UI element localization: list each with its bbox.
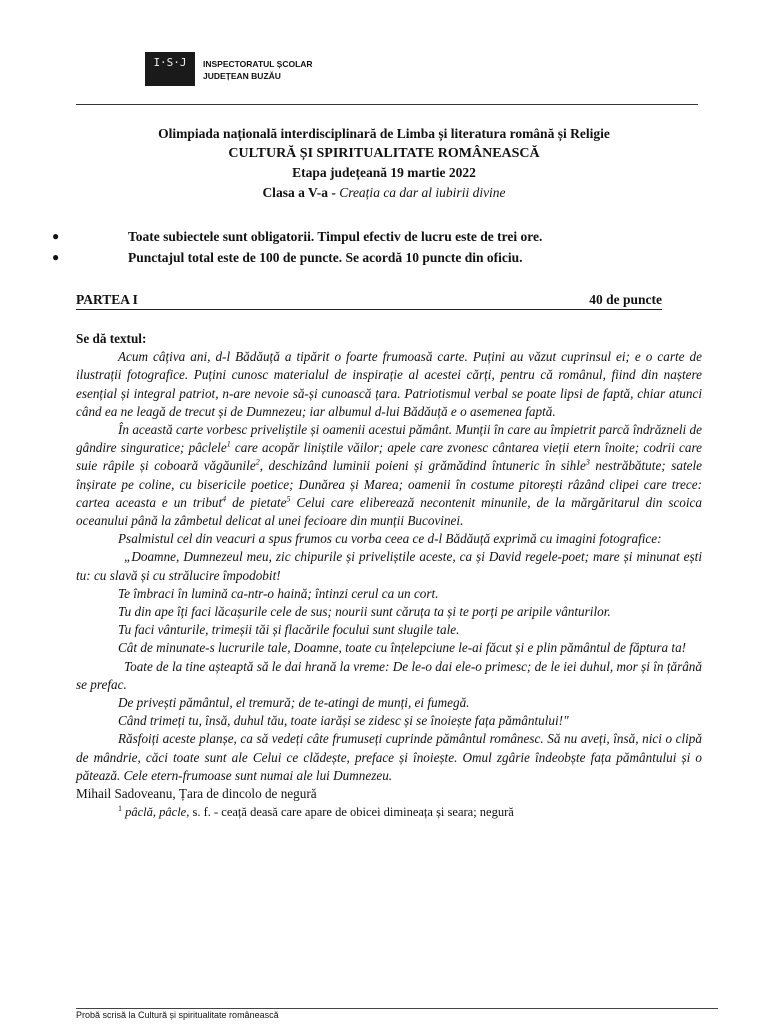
list-item: ● Punctajul total este de 100 de puncte. Se acordă 10 puncte din oficiu. — [52, 250, 523, 265]
quote-line: Cât de minunate-s lucrurile tale, Doamne, toate cu înțelepciune le-ai făcut și e plin pământul de făptura ta! — [118, 640, 687, 656]
competition-name: CULTURĂ ȘI SPIRITUALITATE ROMÂNEASCĂ — [228, 145, 540, 161]
paragraph: Răsfoiți aceste planșe, ca să vedeți câte frumuseți cuprinde pământul românesc. Să nu aveți, însă, nici o clipă de mândrie, căci toate sunt ale Celui ce clădește, preface și înoiește. Omul zgârie îndeobște fața pământului și o pătează. Cele etern-frumoase sunt numai ale lui Dumnezeu. — [76, 731, 702, 783]
quote-line: Când trimeți tu, însă, duhul tău, toate iarăși se zidesc și se înoiește fața pământului!" — [118, 713, 569, 729]
paragraph: Psalmistul cel din veacuri a spus frumos cu vorba ceea ce d-l Bădăuță exprimă cu imagini fotografice: — [118, 531, 662, 547]
footnote-mark: 3 — [585, 458, 590, 468]
section-title: PARTEA I — [76, 292, 138, 307]
header-divider — [76, 104, 698, 105]
footnote-mark: 2 — [255, 458, 260, 468]
paragraph: Acum câțiva ani, d-l Bădăuță a tipărit o foarte frumoasă carte. Puțini au văzut cuprinsul ei; e o carte de ilustrații fotografice. Puțini cunosc materialul de inspirație al acestei cărți, pentru că românul, fiind din naștere esențial și integral patriot, n-are nevoie să-și cunoască țara. Patriotismul verbal se poate lipsi de faptă, chiar atunci când ea ne leagă de trecut și de Dumnezeu; iar albumul d-lui Bădăuță e o asemenea faptă. — [76, 349, 702, 419]
school-logo: I·S·J — [145, 52, 195, 86]
text-intro: Se dă textul: — [76, 331, 147, 346]
quote-line: Tu din ape îți faci lăcașurile cele de sus; nourii sunt căruța ta și te porți pe aripile vânturilor. — [118, 604, 611, 620]
quote-line: Te îmbraci în lumină ca-ntr-o haină; întinzi cerul ca un cort. — [118, 585, 439, 601]
footnote-mark: 5 — [286, 494, 291, 504]
quote-line: De privești pământul, el tremură; de te-atingi de munți, ei fumegă. — [118, 695, 470, 711]
exam-title-block — [0, 124, 768, 202]
bullet-icon: ● — [52, 250, 60, 264]
footnote-mark: 4 — [222, 494, 227, 504]
footer-divider — [76, 1008, 718, 1009]
stage-date: Etapa județeană 19 martie 2022 — [292, 165, 476, 180]
reading-text — [76, 330, 702, 821]
footnote-mark: 1 — [226, 439, 231, 449]
section-points: 40 de puncte — [589, 292, 662, 307]
quote-line: Toate de la tine așteaptă să le dai hrană la vreme: De le-o dai ele-o primesc; de le iei duhul, mor și în țărână se prefac. — [76, 658, 702, 692]
olympiad-title: Olimpiada națională interdisciplinară de Limba și literatura română și Religie — [158, 126, 610, 141]
class-line: Clasa a V-a - Creația ca dar al iubirii divine — [262, 184, 506, 200]
institution-name: INSPECTORATUL ȘCOLAR JUDEȚEAN BUZĂU — [203, 59, 313, 81]
author-signature: Mihail Sadoveanu, Țara de dincolo de negură — [76, 786, 317, 802]
list-item: ● Toate subiectele sunt obligatorii. Timpul efectiv de lucru este de trei ore. — [52, 229, 543, 244]
section-header — [76, 292, 662, 310]
quote-line: Tu faci vânturile, trimeșii tăi și flacările focului sunt slugile tale. — [118, 622, 460, 638]
footnote: $^1$ pâclă, pâcle, s. f. - ceață deasă care apare de obicei dimineața și seara; negură — [118, 804, 514, 820]
page-footer: Probă scrisă la Cultură și spiritualitate românească — [76, 1010, 279, 1020]
rules-list — [52, 229, 732, 271]
paragraph: În această carte vorbesc priveliștile și oamenii acestui pământ. Munții în care au împietrit parcă îndrăzneli de gândire singuratice; pâclele$^1$ care acopăr liniștile văilor; apele care zvonesc cântarea vieții etern înoite; codrii care suie râpile și coboară văgăunile$^2$, deschizând luminii poieni și grămădind întuneric în sihle$^3$ nestrăbătute; satele înșirate pe coline, cu bisericile poetice; Dunărea și Marea; oamenii în costume pitorești râzând clipei care trece: cartea aceasta e un tribut$^4$ de pietate$^5$ Celui care eliberează necontenit minunile, de la mărgăritarul din scoica oceanului până la zâmbetul delicat al unei fecioare din munții Bucovinei. — [76, 422, 703, 529]
quote-line: „Doamne, Dumnezeul meu, zic chipurile și priveliștile aceste, ca și David regele-poet; mare și minunat ești tu: cu slavă și cu strălucire împodobit! — [76, 549, 702, 583]
bullet-icon: ● — [52, 229, 60, 243]
